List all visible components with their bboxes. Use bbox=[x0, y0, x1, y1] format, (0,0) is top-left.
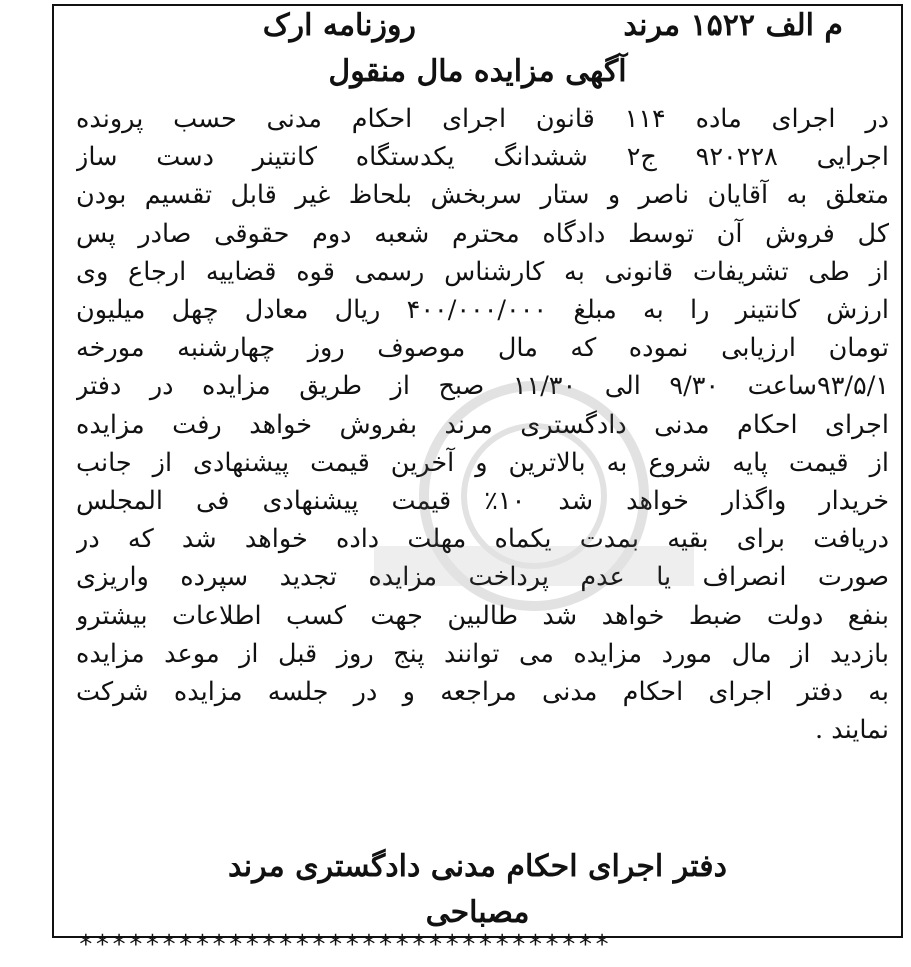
body-line: خریدار واگذار خواهد شد ۱۰٪ قیمت پیشنهادی فی المجلس bbox=[76, 486, 889, 517]
signature-block bbox=[54, 844, 901, 936]
body-line: متعلق به آقایان ناصر و ستار سربخش بلحاظ غیر قابل تقسیم بودن bbox=[76, 180, 889, 211]
footer-stars: ******************************** bbox=[78, 930, 611, 960]
body-line: صورت انصراف یا عدم پرداخت مزایده تجدید سپرده واریزی bbox=[76, 562, 889, 593]
body-line: به دفتر اجرای احکام مدنی مراجعه و در جلسه مزایده شرکت bbox=[76, 677, 889, 708]
ad-frame bbox=[52, 4, 903, 938]
ad-title: آگهی مزایده مال منقول bbox=[328, 54, 627, 89]
body-line: تومان ارزیابی نموده که مال موصوف روز چهارشنبه مورخه bbox=[76, 333, 889, 364]
body-line: ارزش کانتینر را به مبلغ ۴۰۰/۰۰۰/۰۰۰ ریال معادل چهل میلیون bbox=[76, 295, 889, 326]
header-row bbox=[54, 8, 901, 52]
signature-name: مصباحی bbox=[425, 895, 530, 930]
body-line: از طی تشریفات قانونی به کارشناس رسمی قوه قضاییه ارجاع وی bbox=[76, 256, 889, 287]
issue-number: م الف ۱۵۲۲ مرند bbox=[623, 8, 843, 43]
body-line: بنفع دولت ضبط خواهد شد طالبین جهت کسب اطلاعات بیشترو bbox=[76, 600, 889, 631]
body-line: کل فروش آن توسط دادگاه محترم شعبه دوم حقوقی صادر پس bbox=[76, 218, 889, 249]
body-line: اجرای احکام مدنی دادگستری مرند بفروش خواهد رفت مزایده bbox=[76, 409, 889, 440]
body-line: از قیمت پایه شروع به بالاترین و آخرین قیمت پیشنهادی از جانب bbox=[76, 447, 889, 478]
body-line: بازدید از مال مورد مزایده می توانند پنج روز قبل از موعد مزایده bbox=[76, 638, 889, 669]
signature-office: دفتر اجرای احکام مدنی دادگستری مرند bbox=[227, 849, 727, 884]
body-line: اجرایی ۹۲۰۲۲۸ ج۲ ششدانگ یکدستگاه کانتینر دست ساز bbox=[76, 142, 889, 173]
body-line: دریافت برای بقیه بمدت یکماه مهلت داده خواهد شد که در bbox=[76, 524, 889, 555]
newspaper-name: روزنامه ارک bbox=[262, 8, 416, 43]
body-line: ۹۳/۵/۱ساعت ۹/۳۰ الی ۱۱/۳۰ صبح از طریق مزایده در دفتر bbox=[76, 371, 889, 402]
ad-body bbox=[76, 100, 889, 749]
body-line: در اجرای ماده ۱۱۴ قانون اجرای احکام مدنی حسب پرونده bbox=[76, 104, 889, 134]
body-line: نمایند . bbox=[815, 715, 889, 746]
